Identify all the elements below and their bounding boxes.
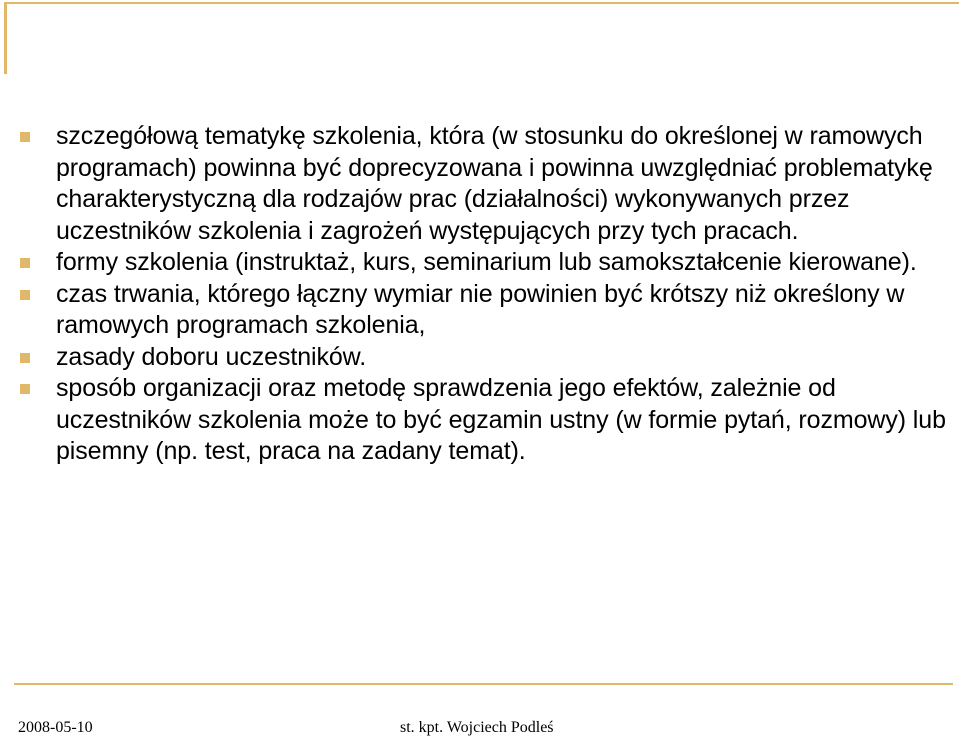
footer-date: 2008-05-10 xyxy=(18,719,93,736)
bullet-text: zasady doboru uczestników. xyxy=(56,342,367,371)
footer-author: st. kpt. Wojciech Podleś xyxy=(400,719,554,736)
list-item xyxy=(20,279,950,342)
square-bullet-icon xyxy=(20,132,30,142)
bullet-list xyxy=(20,121,950,468)
bullet-text: sposób organizacji oraz metodę sprawdzenia jego efektów, zależnie od uczestników szkolenia może to być egzamin ustny (w formie pytań, rozmowy) lub pisemny (np. test, praca na zadany temat). xyxy=(56,374,946,465)
list-item xyxy=(20,121,950,247)
list-item xyxy=(20,373,950,468)
bullet-text: czas trwania, którego łączny wymiar nie powinien być krótszy niż określony w ramowych programach szkolenia, xyxy=(56,279,905,339)
list-item xyxy=(20,342,950,374)
square-bullet-icon xyxy=(20,290,30,300)
top-border-line xyxy=(4,2,959,4)
bullet-text: formy szkolenia (instruktaż, kurs, seminarium lub samokształcenie kierowane). xyxy=(56,248,917,276)
square-bullet-icon xyxy=(20,258,30,268)
square-bullet-icon xyxy=(20,384,30,394)
square-bullet-icon xyxy=(20,353,30,363)
left-border-line xyxy=(4,2,7,74)
footer-divider xyxy=(14,683,953,685)
bullet-text: szczegółową tematykę szkolenia, która (w stosunku do określonej w ramowych programach) powinna być doprecyzowana i powinna uwzględniać problematykę charakterystyczną dla rodzajów prac (działalności) wykonywanych przez uczestników szkolenia i zagrożeń występujących przy tych pracach. xyxy=(56,122,933,245)
list-item xyxy=(20,247,950,279)
